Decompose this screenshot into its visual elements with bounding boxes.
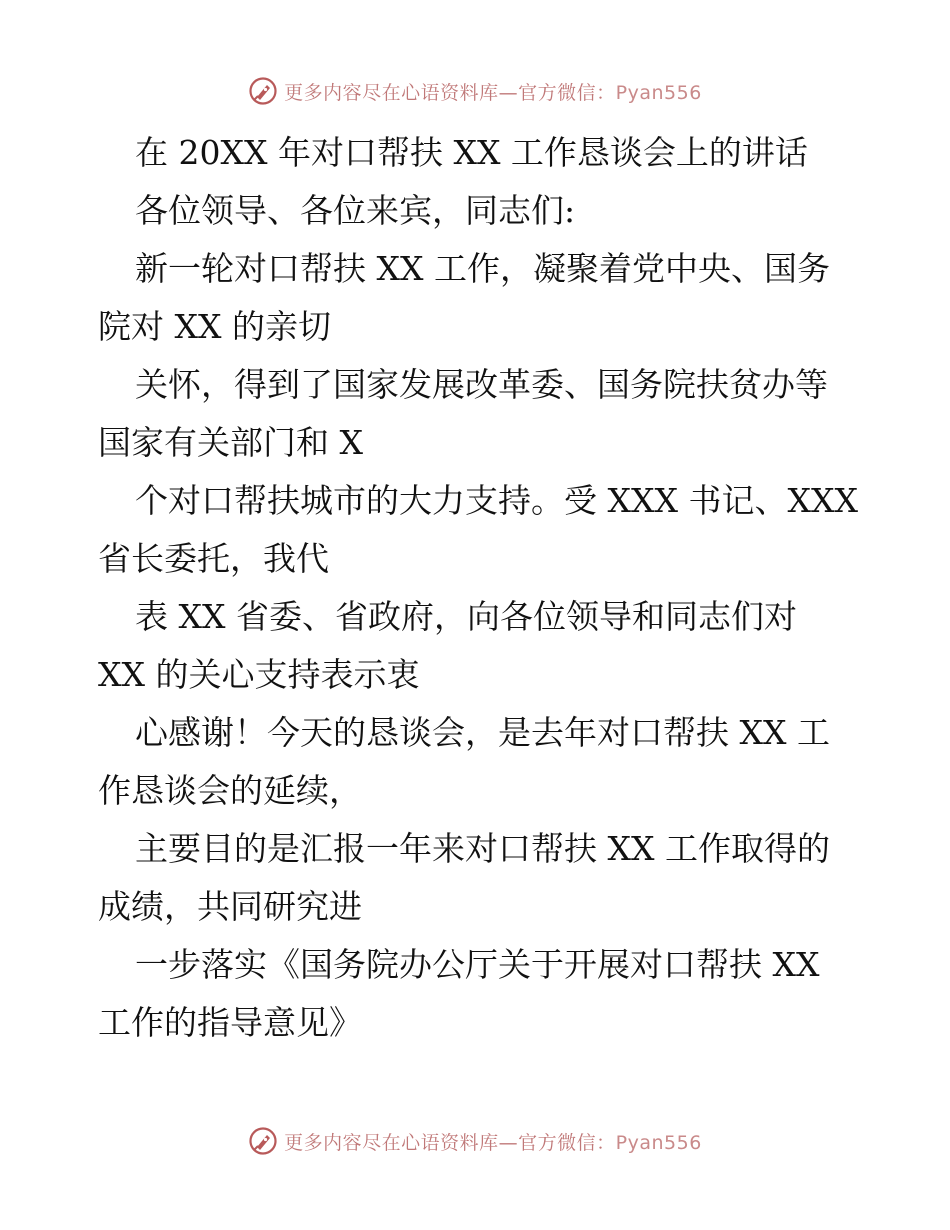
document-body xyxy=(98,124,858,1052)
pen-nib-logo-icon xyxy=(248,1126,278,1156)
text-line: 国家有关部门和 X xyxy=(98,423,363,462)
text-line: 作恳谈会的延续， xyxy=(98,771,362,810)
text-line: 个对口帮扶城市的大力支持。受 XXX 书记、XXX xyxy=(135,481,858,520)
header-banner xyxy=(0,71,950,111)
text-line: 新一轮对口帮扶 XX 工作，凝聚着党中央、国务 xyxy=(135,249,830,288)
text-line: 关怀，得到了国家发展改革委、国务院扶贫办等 xyxy=(135,365,828,404)
wechat-id: Pyan556 xyxy=(615,81,702,104)
banner-text: 更多内容尽在心语资料库—官方微信：Pyan556 xyxy=(284,1131,702,1154)
text-line: 成绩，共同研究进 xyxy=(98,887,362,926)
text-line: 省长委托，我代 xyxy=(98,539,329,578)
wechat-id: Pyan556 xyxy=(615,1131,702,1154)
text-line: 一步落实《国务院办公厅关于开展对口帮扶 XX xyxy=(135,945,820,984)
text-line: 表 XX 省委、省政府，向各位领导和同志们对 xyxy=(135,597,797,636)
footer-banner xyxy=(0,1121,950,1161)
text-line: 各位领导、各位来宾，同志们: xyxy=(135,191,576,230)
text-line: 工作的指导意见》 xyxy=(98,1003,362,1042)
text-line: 院对 XX 的亲切 xyxy=(98,307,331,346)
text-line: XX 的关心支持表示衷 xyxy=(98,655,420,694)
text-line: 心感谢！今天的恳谈会，是去年对口帮扶 XX 工 xyxy=(135,713,830,752)
pen-nib-logo-icon xyxy=(248,76,278,106)
document-title: 在 20XX 年对口帮扶 XX 工作恳谈会上的讲话 xyxy=(135,133,808,172)
banner-text: 更多内容尽在心语资料库—官方微信：Pyan556 xyxy=(284,81,702,104)
text-line: 主要目的是汇报一年来对口帮扶 XX 工作取得的 xyxy=(135,829,830,868)
